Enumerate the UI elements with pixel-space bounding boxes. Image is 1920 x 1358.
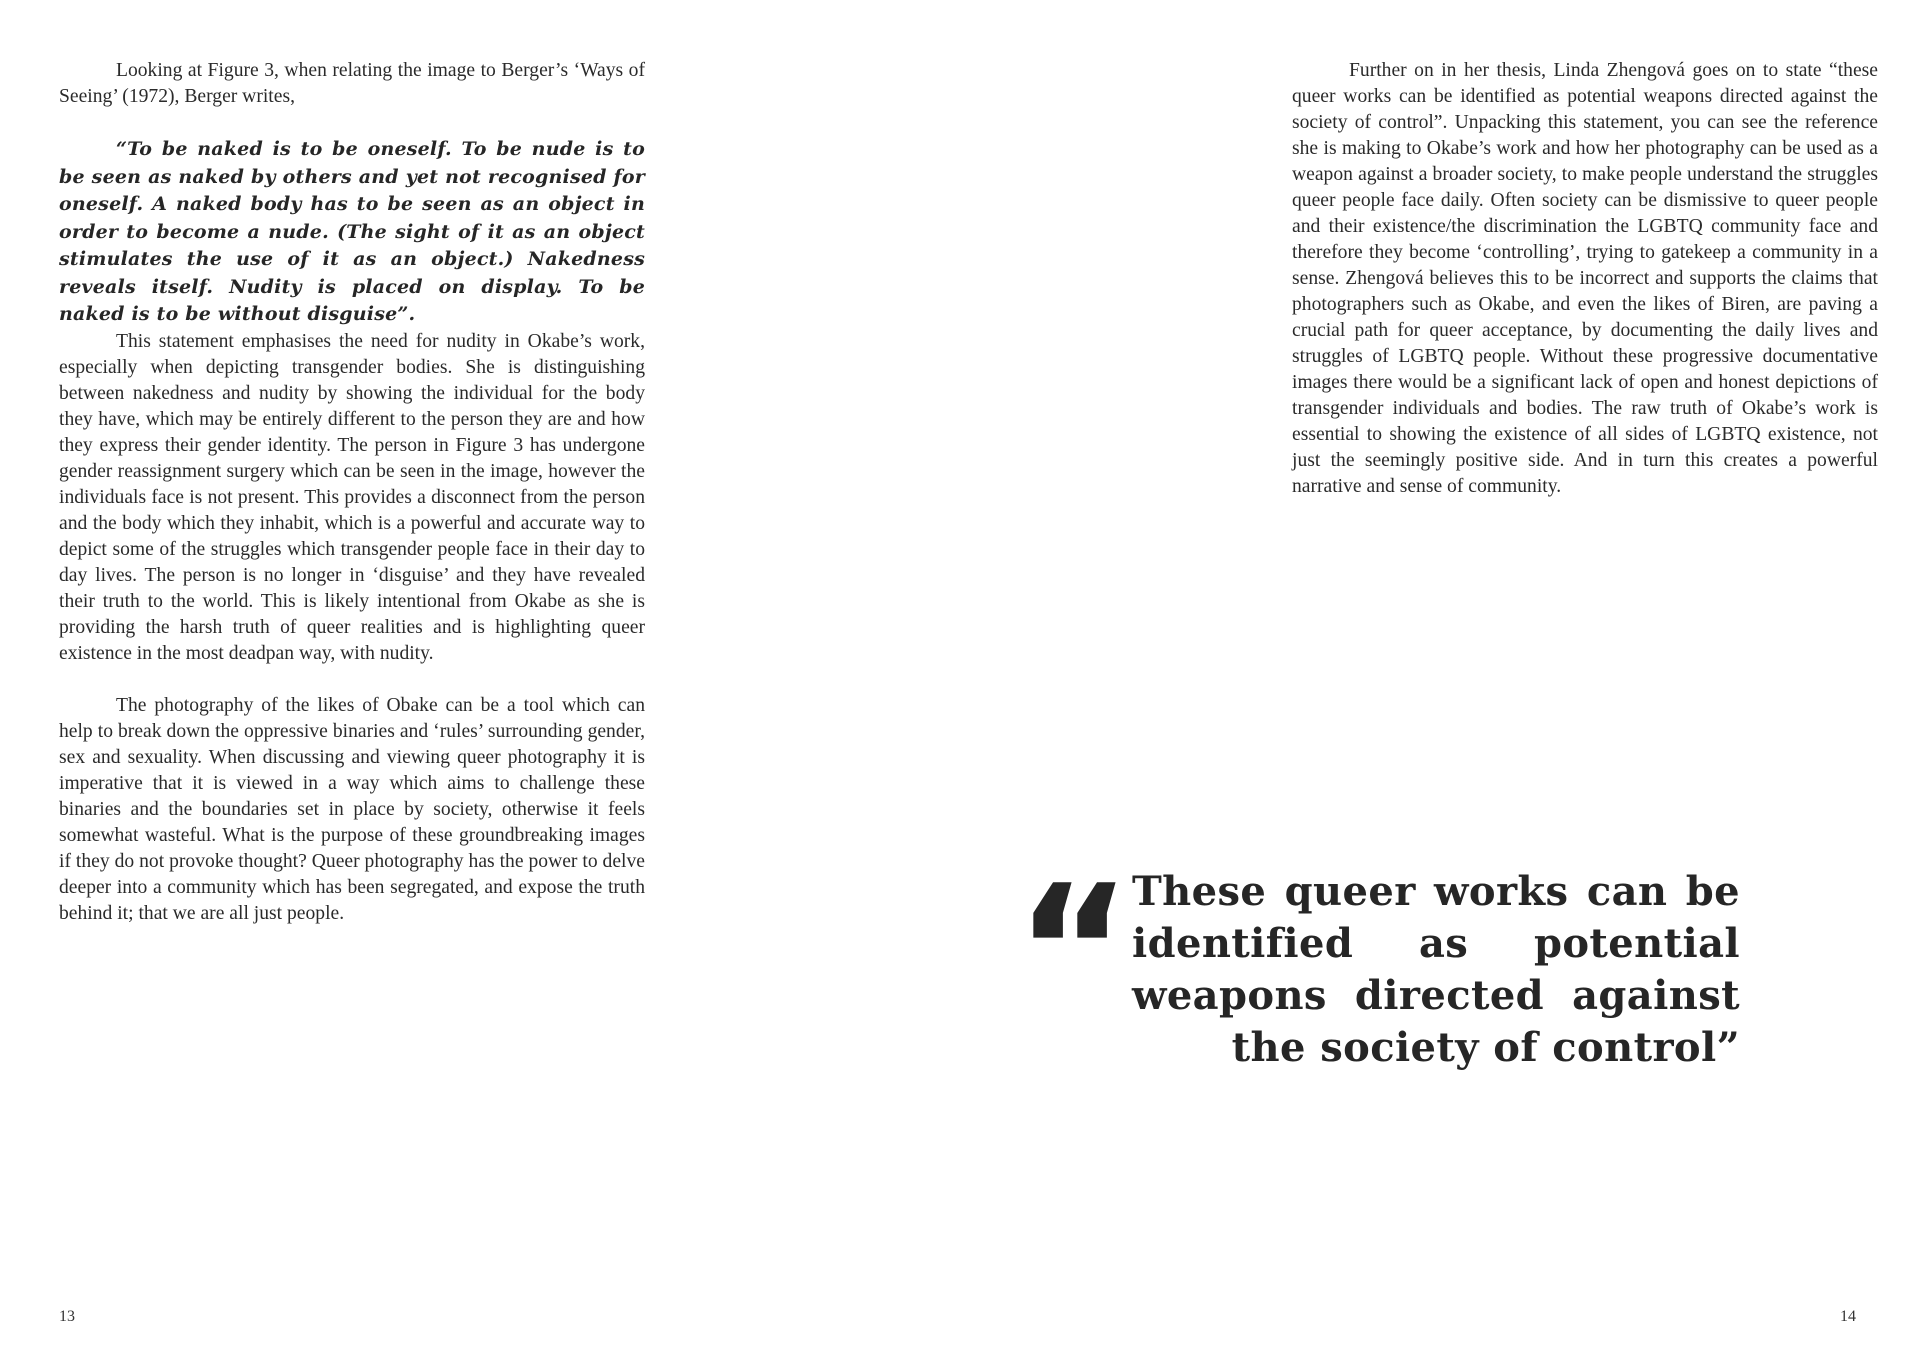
berger-quote: “To be naked is to be oneself. To be nude is to be seen as naked by others and yet not recognised for oneself. A naked body has to be seen as an object in order to become a nude. (The sight of it as an object stimulates the use of it as an object.) Nakedness reveals itself. Nudity is placed on display. To be naked is to be without disguise”.: [59, 138, 645, 325]
page-number-right: 14: [1840, 1308, 1856, 1325]
intro-paragraph: Looking at Figure 3, when relating the image to Berger’s ‘Ways of Seeing’ (1972), Berger writes,: [59, 60, 645, 107]
page-number-left: 13: [59, 1308, 75, 1325]
body-paragraph-zhengova: Further on in her thesis, Linda Zhengová goes on to state “these queer works can be identified as potential weapons directed against the society of control”. Unpacking this statement, you can see the reference she is making to Okabe’s work and how her photography can be used as a weapon against a broader society, to make people understand the struggles queer people face daily. Often society can be dismissive to queer people and their existence/the discrimination the LGBTQ community face and therefore they become ‘controlling’, trying to gatekeep a community in a sense. Zhengová believes this to be incorrect and supports the claims that photographers such as Okabe, and even the likes of Biren, are paving a crucial path for queer acceptance, by documenting the daily lives and struggles of LGBTQ people. Without these progressive documentative images there would be a significant lack of open and honest depictions of transgender individuals and bodies. The raw truth of Okabe’s work is essential to showing the existence of all sides of LGBTQ existence, not just the seemingly positive side. And in turn this creates a powerful narrative and sense of community.: [1292, 60, 1878, 497]
quote-mark-icon: “: [1015, 847, 1118, 1054]
right-page: [960, 0, 1920, 1358]
right-text-column: [1292, 58, 1878, 500]
body-paragraph-binaries: The photography of the likes of Obake can be a tool which can help to break down the oppressive binaries and ‘rules’ surrounding gender, sex and sexuality. When discussing and viewing queer photography it is imperative that it is viewed in a way which aims to challenge these binaries and the boundaries set in place by society, otherwise it feels somewhat wasteful. What is the purpose of these groundbreaking images if they do not provoke thought? Queer photography has the power to delve deeper into a community which has been segregated, and expose the truth behind it; that we are all just people.: [59, 694, 645, 924]
left-text-column: [59, 58, 645, 927]
pull-quote-text: These queer works can be identified as potential weapons directed against the society of control”: [1132, 868, 1740, 1071]
pull-quote: [1015, 847, 1755, 1086]
body-paragraph-nudity: This statement emphasises the need for nudity in Okabe’s work, especially when depicting transgender bodies. She is distinguishing between nakedness and nudity by showing the individual for the body they have, which may be entirely different to the person they are and how they express their gender identity. The person in Figure 3 has undergone gender reassignment surgery which can be seen in the image, however the individuals face is not present. This provides a disconnect from the person and the body which they inhabit, which is a powerful and accurate way to depict some of the struggles which transgender people face in their day to day lives. The person is no longer in ‘disguise’ and they have revealed their truth to the world. This is likely intentional from Okabe as she is providing the harsh truth of queer realities and is highlighting queer existence in the most deadpan way, with nudity.: [59, 330, 645, 664]
